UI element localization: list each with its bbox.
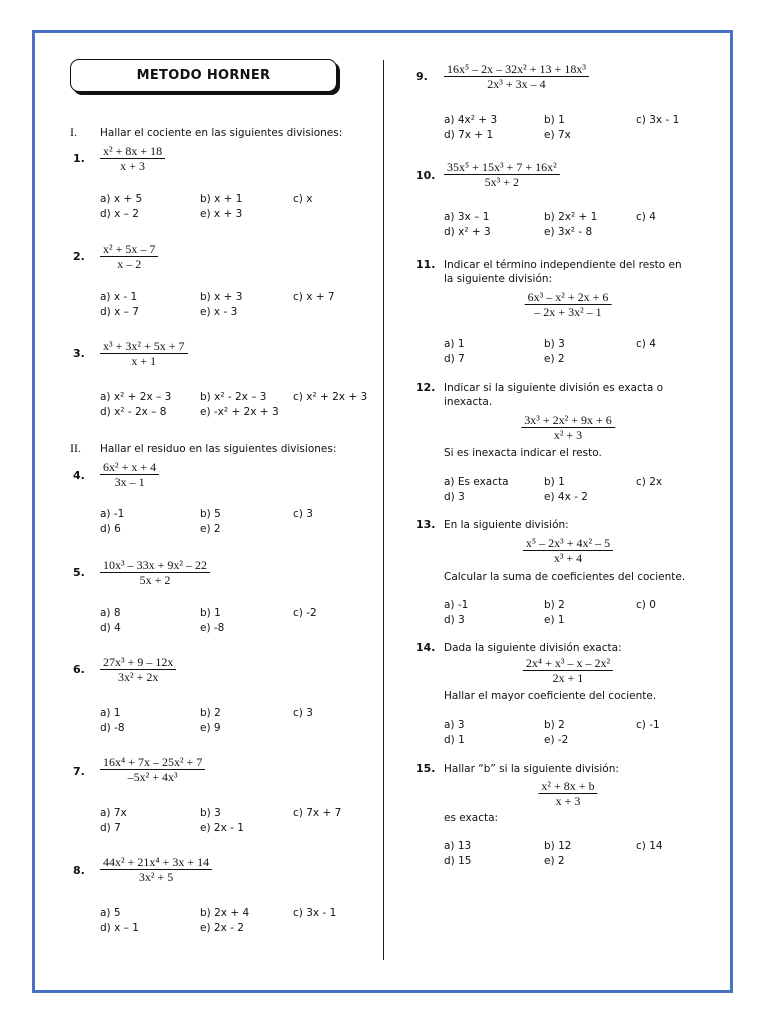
- answer-option: d) 6: [100, 523, 121, 535]
- answer-option: a) 8: [100, 607, 121, 619]
- answer-option: c) 2x: [636, 476, 663, 488]
- answer-option: d) x – 2: [100, 208, 139, 220]
- problem-number: 7.: [73, 765, 85, 778]
- page-title: METODO HORNER: [136, 68, 271, 83]
- answer-option: b) 2: [544, 599, 565, 611]
- fraction-denominator: x² + 3: [553, 428, 583, 442]
- answer-option: e) 2x - 2: [200, 922, 244, 934]
- problem-statement: inexacta.: [444, 396, 493, 408]
- answer-option: e) 2x - 1: [200, 822, 244, 834]
- answer-option: a) 3x – 1: [444, 211, 490, 223]
- fraction: [525, 290, 612, 319]
- fraction-denominator: x³ + 4: [553, 551, 583, 565]
- answer-option: c) -1: [636, 719, 660, 731]
- answer-option: d) 1: [444, 734, 465, 746]
- problem-number: 10.: [416, 169, 436, 182]
- fraction-denominator: x + 1: [131, 354, 157, 368]
- answer-option: d) 4: [100, 622, 121, 634]
- problem-statement: la siguiente división:: [444, 273, 553, 285]
- answer-option: d) -8: [100, 722, 125, 734]
- answer-option: a) 1: [100, 707, 121, 719]
- answer-option: c) 4: [636, 338, 656, 350]
- answer-option: a) 5: [100, 907, 121, 919]
- fraction-numerator: 3x³ + 2x² + 9x + 6: [521, 413, 615, 428]
- fraction-numerator: x⁵ – 2x³ + 4x² – 5: [523, 536, 613, 551]
- fraction: [100, 855, 212, 884]
- answer-option: b) x + 1: [200, 193, 243, 205]
- fraction-numerator: x³ + 3x² + 5x + 7: [100, 339, 188, 354]
- answer-option: c) 3x - 1: [636, 114, 680, 126]
- fraction-numerator: x² + 8x + b: [538, 779, 597, 794]
- answer-option: b) 5: [200, 508, 221, 520]
- answer-option: a) x + 5: [100, 193, 143, 205]
- problem-number: 2.: [73, 250, 85, 263]
- answer-option: b) 2: [200, 707, 221, 719]
- answer-option: b) 3: [200, 807, 221, 819]
- answer-option: e) 2: [544, 855, 565, 867]
- fraction: [523, 536, 613, 565]
- fraction-denominator: 3x² + 2x: [118, 670, 159, 684]
- answer-option: d) x – 7: [100, 306, 139, 318]
- answer-option: b) x² - 2x – 3: [200, 391, 267, 403]
- answer-option: b) 1: [200, 607, 221, 619]
- answer-option: e) 3x² - 8: [544, 226, 593, 238]
- fraction-numerator: 44x² + 21x⁴ + 3x + 14: [100, 855, 212, 870]
- answer-option: d) x² - 2x – 8: [100, 406, 167, 418]
- problem-number: 1.: [73, 152, 85, 165]
- answer-option: c) 0: [636, 599, 656, 611]
- answer-option: a) x² + 2x – 3: [100, 391, 172, 403]
- fraction: [538, 779, 597, 808]
- problem-statement: En la siguiente división:: [444, 519, 569, 531]
- problem-number: 15.: [416, 762, 436, 775]
- fraction: [100, 655, 176, 684]
- fraction: [523, 656, 613, 685]
- fraction-numerator: 6x² + x + 4: [100, 460, 159, 475]
- fraction-numerator: 10x³ – 33x + 9x² – 22: [100, 558, 210, 573]
- section-text: Hallar el cociente en las siguientes divisiones:: [100, 127, 343, 139]
- problem-number: 13.: [416, 518, 436, 531]
- answer-option: a) 1: [444, 338, 465, 350]
- answer-option: b) 2x² + 1: [544, 211, 598, 223]
- fraction-numerator: x² + 8x + 18: [100, 144, 165, 159]
- problem-number: 14.: [416, 641, 436, 654]
- fraction: [100, 339, 188, 368]
- problem-number: 6.: [73, 663, 85, 676]
- answer-option: a) -1: [100, 508, 125, 520]
- problem-number: 9.: [416, 70, 428, 83]
- problem-number: 12.: [416, 381, 436, 394]
- fraction-denominator: 5x³ + 2: [484, 175, 520, 189]
- answer-option: d) 15: [444, 855, 472, 867]
- answer-option: d) x² + 3: [444, 226, 491, 238]
- answer-option: d) 7x + 1: [444, 129, 494, 141]
- answer-option: c) 4: [636, 211, 656, 223]
- answer-option: b) 1: [544, 114, 565, 126]
- fraction-numerator: 6x³ – x² + 2x + 6: [525, 290, 612, 305]
- problem-statement: Indicar el término independiente del resto en: [444, 259, 682, 271]
- answer-option: a) 7x: [100, 807, 127, 819]
- answer-option: d) 7: [444, 353, 465, 365]
- fraction: [444, 160, 560, 189]
- answer-option: e) 4x - 2: [544, 491, 588, 503]
- problem-number: 5.: [73, 566, 85, 579]
- answer-option: c) 3: [293, 707, 313, 719]
- answer-option: c) 3: [293, 508, 313, 520]
- problem-number: 11.: [416, 258, 436, 271]
- section-text: Hallar el residuo en las siguientes divisiones:: [100, 443, 337, 455]
- fraction: [521, 413, 615, 442]
- problem-note: es exacta:: [444, 812, 499, 824]
- fraction-numerator: 16x⁵ – 2x – 32x² + 13 + 18x³: [444, 62, 589, 77]
- section-roman: II.: [70, 441, 81, 455]
- problem-number: 8.: [73, 864, 85, 877]
- problem-note: Si es inexacta indicar el resto.: [444, 447, 602, 459]
- fraction-numerator: x² + 5x – 7: [100, 242, 158, 257]
- fraction: [100, 558, 210, 587]
- fraction-denominator: 3x² + 5: [138, 870, 174, 884]
- answer-option: e) 9: [200, 722, 221, 734]
- problem-number: 4.: [73, 469, 85, 482]
- section-roman: I.: [70, 125, 77, 139]
- problem-statement: Dada la siguiente división exacta:: [444, 642, 622, 654]
- answer-option: b) x + 3: [200, 291, 243, 303]
- answer-option: e) -2: [544, 734, 569, 746]
- answer-option: b) 3: [544, 338, 565, 350]
- fraction: [100, 460, 159, 489]
- answer-option: c) x² + 2x + 3: [293, 391, 368, 403]
- fraction-numerator: 35x⁵ + 15x³ + 7 + 16x²: [444, 160, 560, 175]
- fraction-denominator: x – 2: [117, 257, 142, 271]
- answer-option: b) 2x + 4: [200, 907, 250, 919]
- answer-option: a) Es exacta: [444, 476, 509, 488]
- fraction-numerator: 2x⁴ + x³ – x – 2x²: [523, 656, 613, 671]
- answer-option: e) -x² + 2x + 3: [200, 406, 279, 418]
- problem-note: Hallar el mayor coeficiente del cociente.: [444, 690, 657, 702]
- answer-option: c) 7x + 7: [293, 807, 342, 819]
- answer-option: d) x – 1: [100, 922, 139, 934]
- answer-option: e) 7x: [544, 129, 571, 141]
- problem-note: Calcular la suma de coeficientes del cociente.: [444, 571, 686, 583]
- fraction-denominator: x + 3: [120, 159, 145, 173]
- problem-statement: Indicar si la siguiente división es exacta o: [444, 382, 664, 394]
- answer-option: a) 13: [444, 840, 472, 852]
- answer-option: e) 2: [544, 353, 565, 365]
- answer-option: e) 1: [544, 614, 565, 626]
- problem-statement: Hallar “b” si la siguiente división:: [444, 763, 619, 775]
- fraction-denominator: 2x + 1: [552, 671, 584, 685]
- fraction: [100, 242, 158, 271]
- answer-option: b) 2: [544, 719, 565, 731]
- answer-option: c) x: [293, 193, 313, 205]
- answer-option: a) 3: [444, 719, 465, 731]
- fraction: [100, 755, 205, 784]
- answer-option: e) x + 3: [200, 208, 243, 220]
- fraction-denominator: – 2x + 3x² – 1: [534, 305, 602, 319]
- answer-option: a) x - 1: [100, 291, 138, 303]
- problem-number: 3.: [73, 347, 85, 360]
- answer-option: d) 3: [444, 614, 465, 626]
- answer-option: a) -1: [444, 599, 469, 611]
- answer-option: c) x + 7: [293, 291, 335, 303]
- answer-option: c) 3x - 1: [293, 907, 337, 919]
- fraction-denominator: x + 3: [555, 794, 581, 808]
- fraction-denominator: 3x – 1: [114, 475, 145, 489]
- answer-option: e) -8: [200, 622, 225, 634]
- answer-option: b) 1: [544, 476, 565, 488]
- fraction: [100, 144, 165, 173]
- section-heading-2: [70, 441, 336, 456]
- fraction-denominator: 2x³ + 3x – 4: [487, 77, 546, 91]
- fraction-numerator: 27x³ + 9 – 12x: [100, 655, 176, 670]
- title-box: [70, 59, 337, 92]
- column-divider: [383, 60, 384, 960]
- answer-option: d) 7: [100, 822, 121, 834]
- answer-option: c) -2: [293, 607, 317, 619]
- fraction-denominator: 5x + 2: [139, 573, 171, 587]
- section-heading-1: [70, 125, 342, 140]
- answer-option: d) 3: [444, 491, 465, 503]
- fraction-denominator: –5x² + 4x³: [127, 770, 178, 784]
- fraction: [444, 62, 589, 91]
- answer-option: e) 2: [200, 523, 221, 535]
- answer-option: a) 4x² + 3: [444, 114, 498, 126]
- answer-option: b) 12: [544, 840, 572, 852]
- answer-option: c) 14: [636, 840, 663, 852]
- answer-option: e) x - 3: [200, 306, 238, 318]
- fraction-numerator: 16x⁴ + 7x – 25x² + 7: [100, 755, 205, 770]
